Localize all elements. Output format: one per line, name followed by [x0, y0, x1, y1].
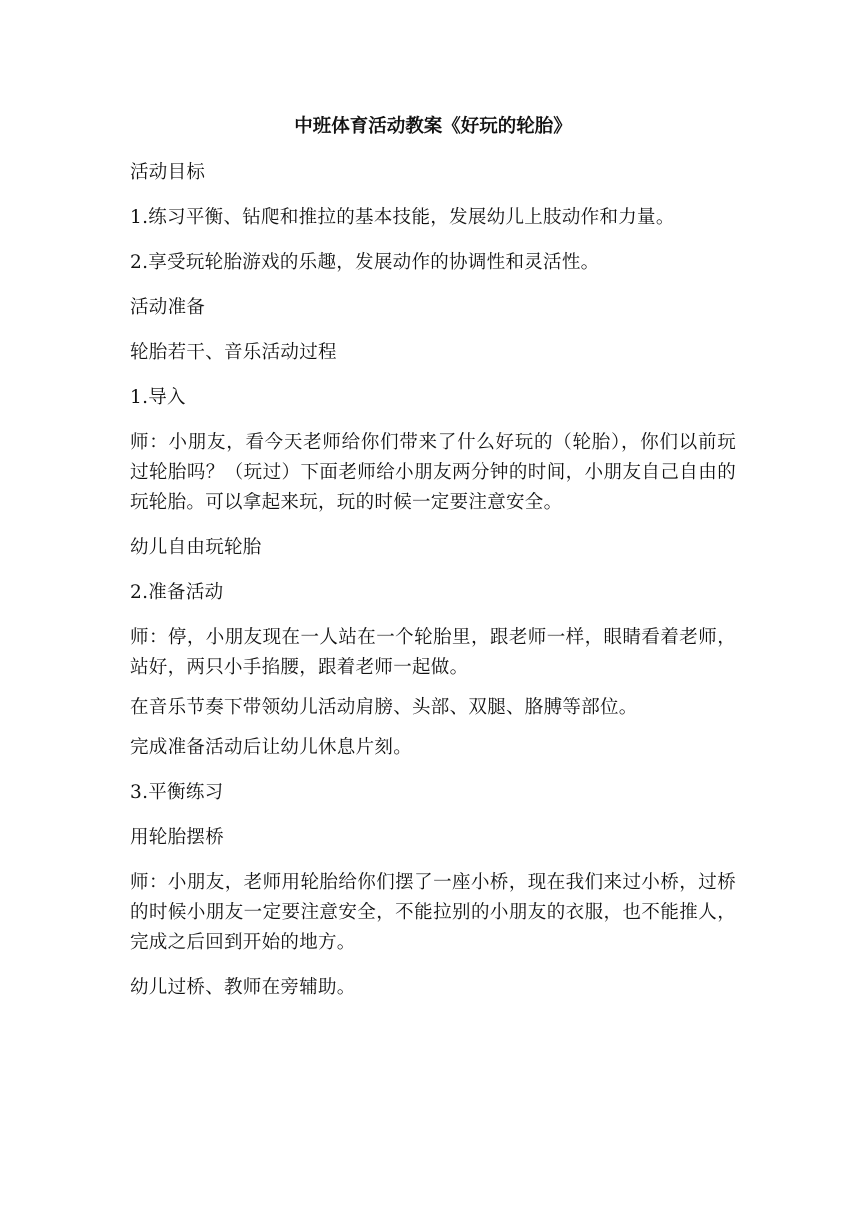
bridge-text: 师：小朋友，老师用轮胎给你们摆了一座小桥，现在我们来过小桥，过桥的时候小朋友一定要注意安全，不能拉别的小朋友的衣服，也不能推人，完成之后回到开始的地方。 — [130, 872, 736, 953]
bridge-heading: 用轮胎摆桥 — [130, 827, 225, 848]
intro-text: 师：小朋友，看今天老师给你们带来了什么好玩的（轮胎），你们以前玩过轮胎吗？（玩过）下面老师给小朋友两分钟的时间，小朋友自己自由的玩轮胎。可以拿起来玩，玩的时候一定要注意安全。 — [130, 432, 736, 513]
free-play-text: 幼儿自由玩轮胎 — [130, 537, 262, 558]
step-heading-warmup: 2.准备活动 — [130, 582, 224, 603]
warmup-rest-text: 完成准备活动后让幼儿休息片刻。 — [130, 737, 413, 758]
goal-item-1: 1.练习平衡、钻爬和推拉的基本技能，发展幼儿上肢动作和力量。 — [130, 207, 675, 228]
preparation-text: 轮胎若干、音乐活动过程 — [130, 342, 337, 363]
section-heading-preparation: 活动准备 — [130, 297, 206, 318]
bridge-assist-text: 幼儿过桥、教师在旁辅助。 — [130, 977, 356, 998]
step-heading-intro: 1.导入 — [130, 387, 186, 408]
document-title: 中班体育活动教案《好玩的轮胎》 — [294, 116, 572, 137]
goal-item-2: 2.享受玩轮胎游戏的乐趣，发展动作的协调性和灵活性。 — [130, 252, 600, 273]
warmup-music-text: 在音乐节奏下带领幼儿活动肩膀、头部、双腿、胳膊等部位。 — [130, 697, 638, 718]
warmup-text: 师：停，小朋友现在一人站在一个轮胎里，跟老师一样，眼睛看着老师，站好，两只小手掐腰，跟着老师一起做。 — [130, 627, 736, 678]
section-heading-goals: 活动目标 — [130, 162, 206, 183]
document-body — [130, 112, 736, 1018]
step-heading-balance: 3.平衡练习 — [130, 782, 224, 803]
